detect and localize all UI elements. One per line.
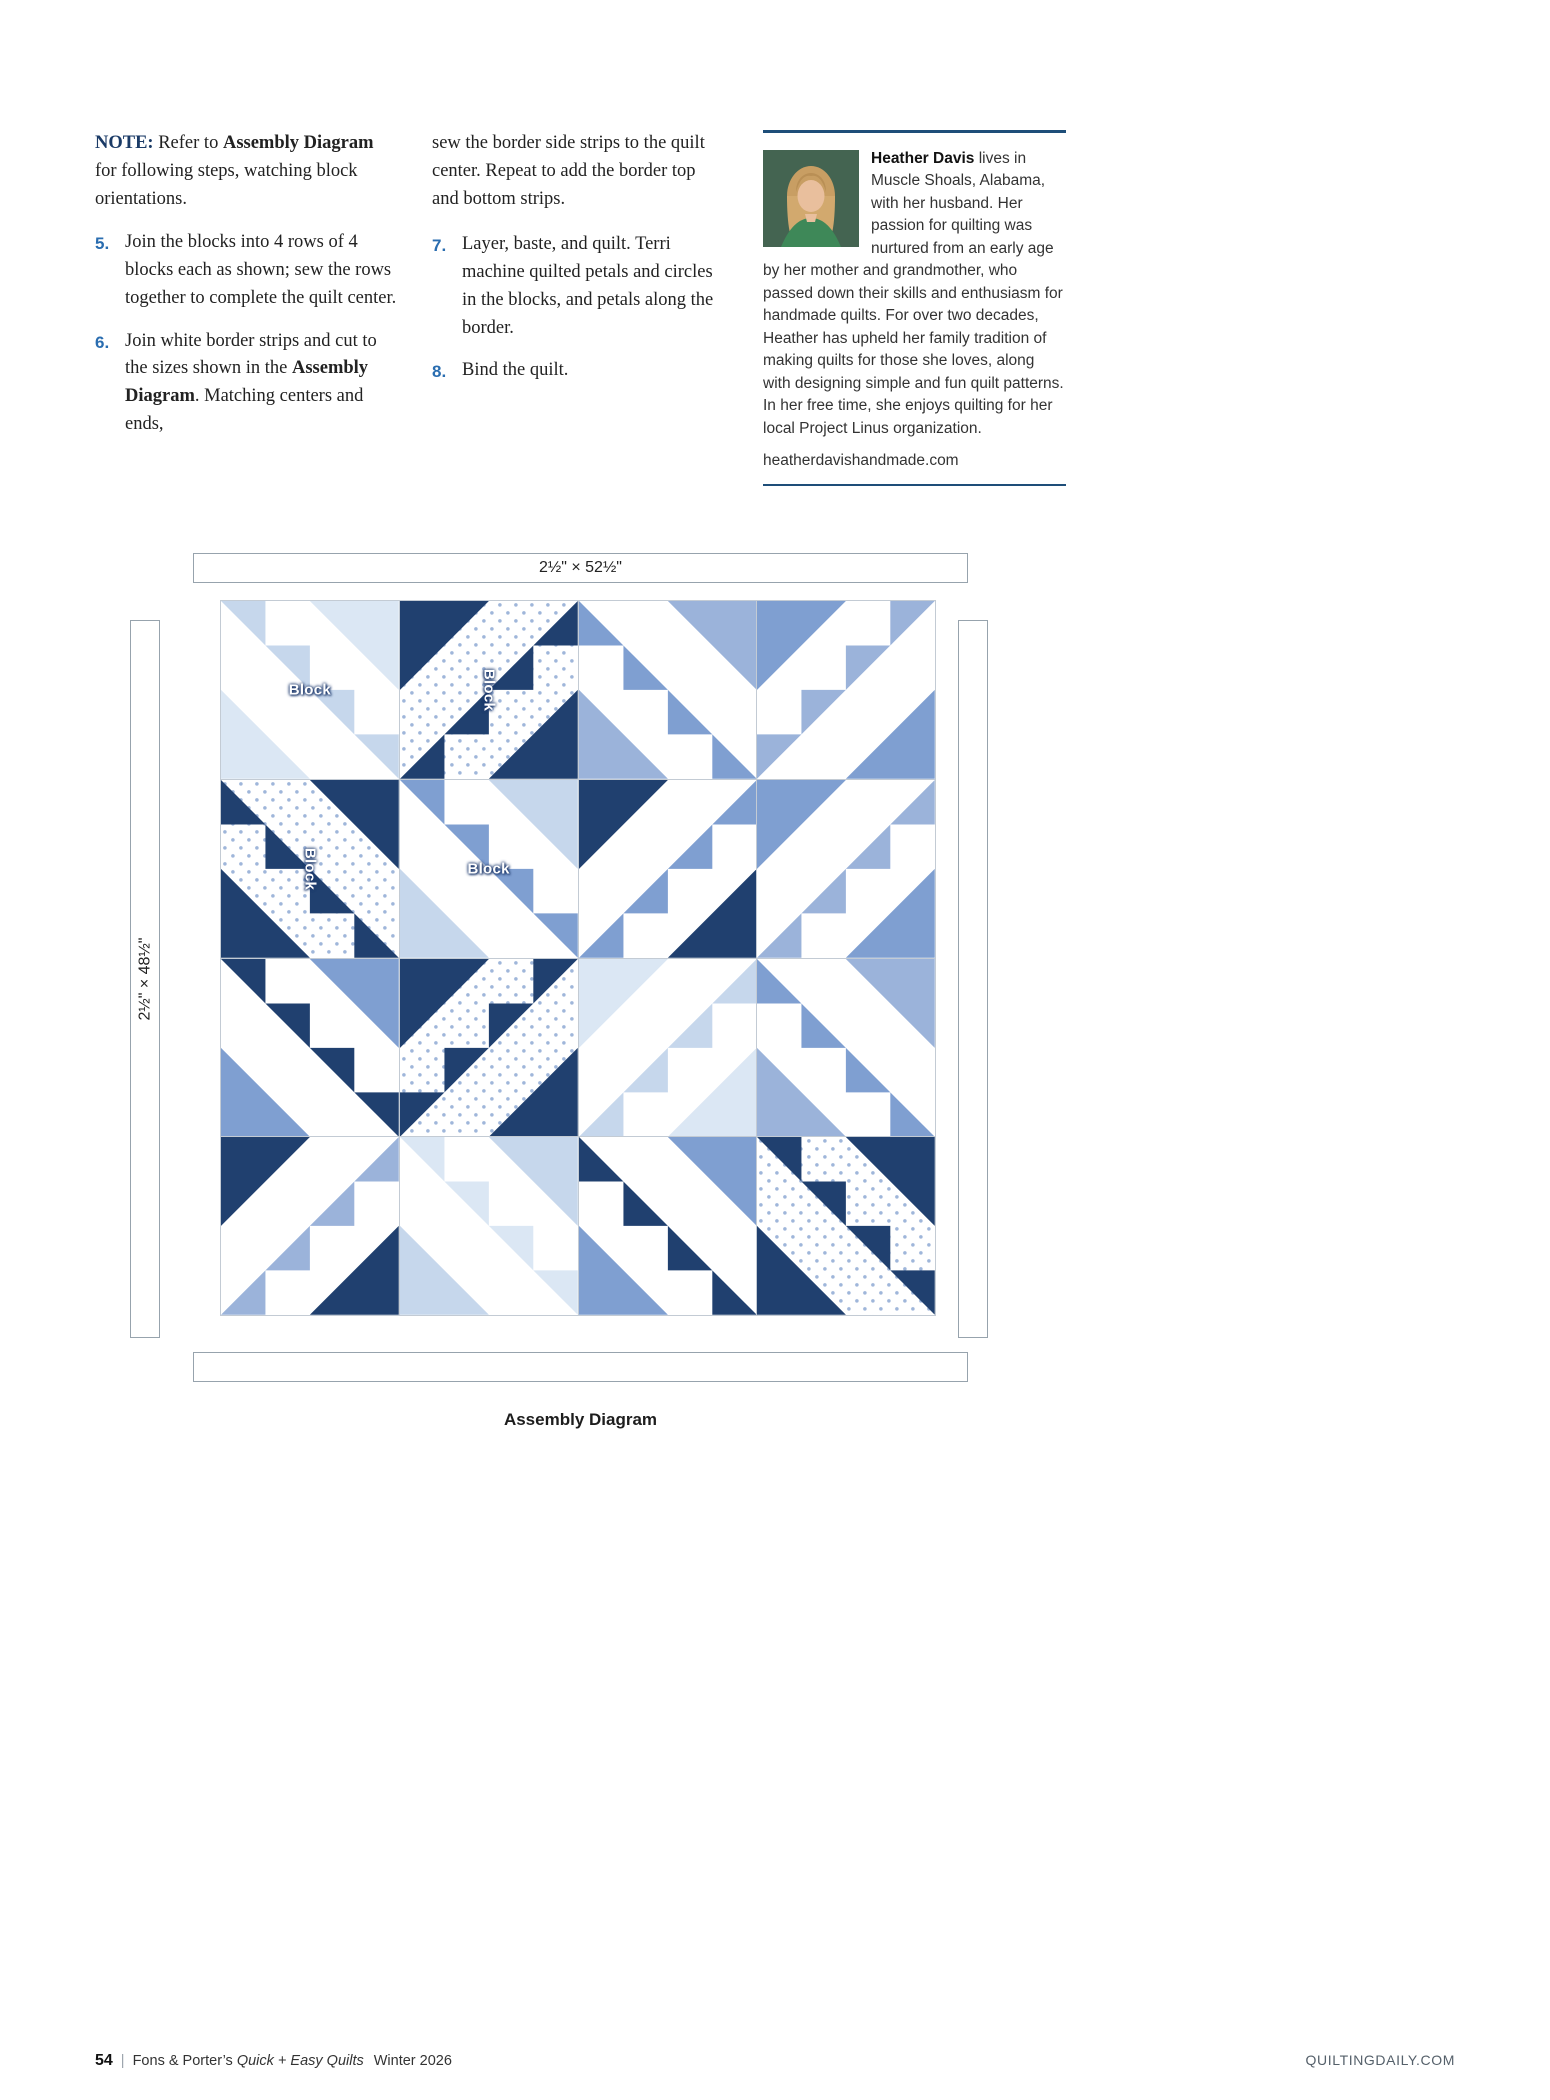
border-strip-left [130,620,160,1338]
bio-top-rule [763,130,1066,133]
note-text: Refer to [153,133,223,153]
quilt-block-graphic [757,1137,935,1315]
footer-magazine-title: Quick + Easy Quilts [236,2053,364,2069]
quilt-block-graphic [579,780,757,958]
footer-website-link[interactable]: QUILTINGDAILY.COM [1305,2052,1455,2068]
author-website-link[interactable]: heatherdavishandmade.com [763,452,959,470]
step-8 [432,357,724,385]
step-5-run: Join the blocks into 4 rows of 4 blocks each as shown; sew the rows together to complete the quilt center. [125,232,397,308]
quilt-block-graphic [757,959,935,1137]
border-strip-right [958,620,988,1338]
quilt-block-graphic [400,1137,578,1315]
quilt-block-graphic [400,601,578,779]
note-paragraph [95,130,397,213]
quilt-block [579,959,757,1137]
quilt-block [579,780,757,958]
step-5-number: 5. [95,234,110,254]
quilt-block [221,1137,399,1315]
bio-bottom-rule [763,484,1066,486]
quilt-block-graphic [400,959,578,1137]
block-label: Block [480,668,498,712]
border-strip-bottom [193,1352,968,1382]
author-bio-box [763,130,1066,486]
quilt-block [400,780,578,958]
footer-issue: Winter 2026 [373,2053,452,2069]
footer-separator: | [120,2053,125,2069]
note-text-tail: for following steps, watching block orientations. [95,160,358,209]
step-7-text [462,231,724,342]
step-8-number: 8. [432,362,447,382]
step-7 [432,231,724,342]
page-footer [95,2052,1455,2070]
note-label: NOTE: [95,133,154,153]
diagram-caption: Assembly Diagram [503,1410,658,1429]
instructions-column-2 [432,130,724,400]
quilt-block-graphic [221,601,399,779]
step-6-run: Join white border strips and cut to the sizes shown in the [125,330,377,379]
step-6 [95,328,397,439]
step-5-text [125,229,397,312]
quilt-block [221,780,399,958]
quilt-block [757,959,935,1137]
quilt-block-graphic [757,601,935,779]
author-photo-graphic [763,150,859,247]
step-7-number: 7. [432,236,447,256]
quilt-block [221,959,399,1137]
step-8-text [462,357,724,385]
quilt-block [579,1137,757,1315]
quilt-block-graphic [221,780,399,958]
border-strip-top [193,553,968,583]
quilt-block [400,601,578,779]
block-label: Block [301,847,319,890]
step-6-text [125,328,397,439]
quilt-block-graphic [400,780,578,958]
quilt-block-graphic [221,1137,399,1315]
quilt-block-grid [220,600,936,1316]
step-6-run-tail: . Matching centers and ends, [125,386,364,434]
footer-left [95,2052,452,2070]
step-8-run: Bind the quilt. [462,360,569,381]
step-6-continuation: sew the border side strips to the quilt center. Repeat to add the border top and bottom strips. [432,133,705,209]
quilt-block-graphic [579,959,757,1137]
author-photo [763,150,859,247]
quilt-block [757,780,935,958]
border-strip-top-label: 2½" × 52½" [539,559,622,576]
author-bio-body: lives in Muscle Shoals, Alabama, with her husband. Her passion for quilting was nurtured from an early age by her mother and grandmother, who passed down their skills and enthusiasm for handmade quilts. For over two decades, Heather has upheld her family tradition of making quilts for those she loves, along with designing simple and fun quilt patterns. In her free time, she enjoys quilting for her local Project Linus organization. [763,150,1064,437]
step-6-bold-ref: Assembly Diagram [125,358,369,406]
quilt-block [400,1137,578,1315]
block-label: Block [288,681,332,699]
block-label: Block [467,860,510,878]
quilt-block-graphic [221,959,399,1137]
border-strip-left-label: 2½" × 48½" [136,937,154,1021]
footer-publisher: Fons & Porter’s [132,2053,233,2069]
quilt-block-graphic [757,780,935,958]
quilt-block [757,1137,935,1315]
step-7-run: Layer, baste, and quilt. Terri machine quilted petals and circles in the blocks, and petals along the border. [462,234,714,338]
page-number: 54 [95,2052,113,2069]
note-bold-ref: Assembly Diagram [222,133,374,153]
quilt-block-graphic [579,1137,757,1315]
step-6-number: 6. [95,332,110,352]
quilt-block [221,601,399,779]
quilt-block [400,959,578,1137]
author-name: Heather Davis [871,150,975,167]
quilt-block [757,601,935,779]
quilt-block-graphic [579,601,757,779]
step-5 [95,229,397,312]
instructions-column-1 [95,130,397,454]
quilt-block [579,601,757,779]
